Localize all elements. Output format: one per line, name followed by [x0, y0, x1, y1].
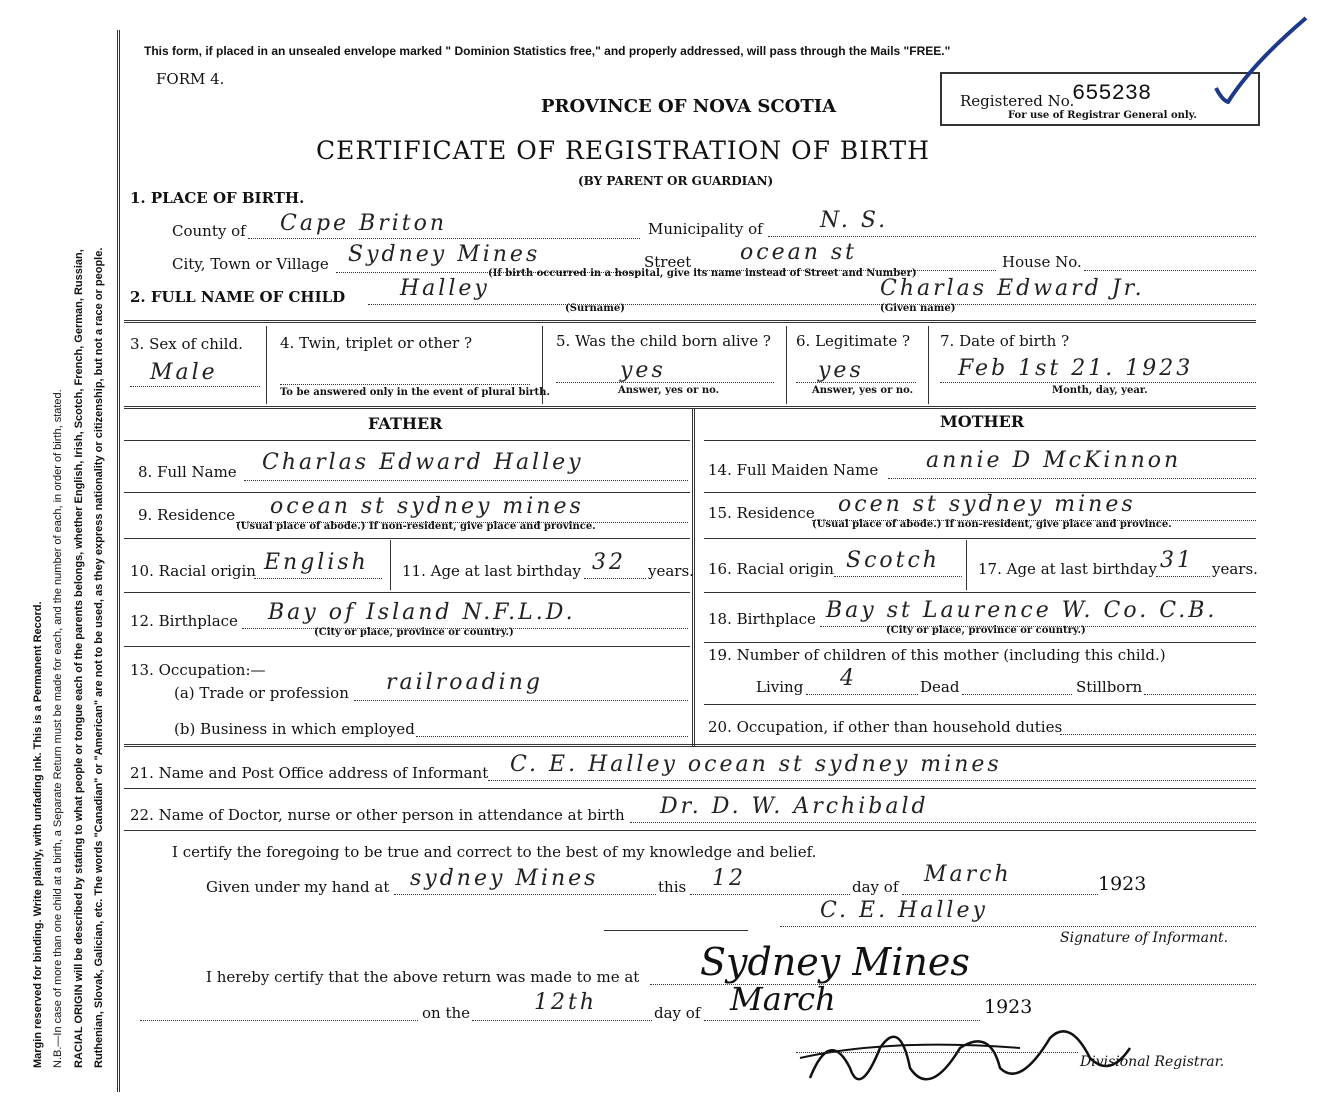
born-alive-label: 5. Was the child born alive ? — [556, 332, 771, 350]
binding-margin-line — [117, 30, 120, 1092]
hospital-note: (If birth occurred in a hospital, give its name instead of Street and Number) — [488, 268, 917, 279]
father-age-value: 32 — [592, 550, 626, 575]
child-given-name: Charlas Edward Jr. — [880, 276, 1145, 301]
municipality-label: Municipality of — [648, 220, 763, 238]
informant-signature: C. E. Halley — [820, 898, 988, 923]
mother-age-value: 31 — [1160, 548, 1194, 573]
this-label: this — [658, 878, 687, 896]
registrar-year-value: 1923 — [984, 996, 1033, 1018]
father-birthplace-label: 12. Birthplace — [130, 612, 238, 630]
informant-label: 21. Name and Post Office address of Informant — [130, 764, 489, 782]
province-heading: PROVINCE OF NOVA SCOTIA — [541, 96, 837, 117]
father-birthplace-note: (City or place, province or country.) — [314, 627, 514, 638]
mother-age-label: 17. Age at last birthday — [978, 560, 1157, 578]
father-name-value: Charlas Edward Halley — [262, 450, 584, 475]
registered-label: Registered No. — [960, 92, 1075, 110]
divisional-registrar-label: Divisional Registrar. — [1080, 1054, 1225, 1070]
children-count-label: 19. Number of children of this mother (including this child.) — [708, 646, 1166, 664]
certificate-title: CERTIFICATE OF REGISTRATION OF BIRTH — [316, 136, 931, 165]
certify-statement: I certify the foregoing to be true and correct to the best of my knowledge and belief. — [172, 843, 817, 861]
registrar-note: For use of Registrar General only. — [1008, 110, 1197, 121]
father-racial-value: English — [264, 550, 369, 575]
legitimate-value: yes — [818, 358, 864, 383]
father-residence-value: ocean st sydney mines — [270, 494, 584, 519]
registrar-statement: I hereby certify that the above return was made to me at — [206, 968, 640, 986]
living-label: Living — [756, 678, 804, 696]
mother-name-value: annie D McKinnon — [926, 448, 1182, 473]
on-the-label: on the — [422, 1004, 471, 1022]
stillborn-label: Stillborn — [1076, 678, 1143, 696]
trade-value: railroading — [386, 670, 543, 695]
born-alive-note: Answer, yes or no. — [618, 385, 720, 396]
mother-birthplace-value: Bay st Laurence W. Co. C.B. — [826, 598, 1218, 623]
house-number-label: House No. — [1002, 253, 1082, 271]
mother-residence-value: ocen st sydney mines — [838, 492, 1136, 517]
mother-occupation-label: 20. Occupation, if other than household duties — [708, 718, 1063, 736]
registrar-day-of-label: day of — [654, 1004, 701, 1022]
signature-informant-label: Signature of Informant. — [1060, 930, 1229, 946]
registrar-day-value: 12th — [534, 990, 598, 1015]
margin-note-multiple-births: N.B.—In case of more than one child at a birth, a Separate Return must be made for each, and the number of each, in order of birth, stated. — [52, 389, 64, 1068]
street-value: ocean st — [740, 240, 857, 265]
father-years-label: years. — [648, 562, 694, 580]
doctor-value: Dr. D. W. Archibald — [660, 794, 929, 819]
mother-residence-label: 15. Residence — [708, 504, 815, 522]
dob-label: 7. Date of birth ? — [940, 332, 1070, 350]
father-residence-label: 9. Residence — [138, 506, 236, 524]
margin-note-binding: Margin reserved for binding. Write plainly, with unfading ink. This is a Permanent Record. — [32, 601, 44, 1068]
given-place-value: sydney Mines — [410, 866, 599, 891]
born-alive-value: yes — [620, 358, 666, 383]
county-label: County of — [172, 222, 246, 240]
mother-racial-label: 16. Racial origin — [708, 560, 834, 578]
mother-heading: MOTHER — [940, 412, 1025, 431]
check-mark-icon — [1212, 14, 1312, 104]
child-name-label: 2. FULL NAME OF CHILD — [130, 288, 346, 306]
father-age-label: 11. Age at last birthday — [402, 562, 581, 580]
month-value: March — [924, 862, 1012, 887]
father-heading: FATHER — [368, 414, 443, 433]
form-number: FORM 4. — [156, 70, 225, 88]
doctor-label: 22. Name of Doctor, nurse or other person in attendance at birth — [130, 806, 625, 824]
mother-birthplace-note: (City or place, province or country.) — [886, 625, 1086, 636]
child-surname: Halley — [400, 276, 490, 301]
dead-label: Dead — [920, 678, 960, 696]
margin-note-racial-origin-2: Ruthenian, Slovak, Galician, etc. The words "Canadian" or "American" are not to be used, as they express nationality or citizenship, but not a race or people. — [93, 247, 105, 1068]
registrar-place-value: Sydney Mines — [700, 940, 970, 984]
informant-value: C. E. Halley ocean st sydney mines — [510, 752, 1002, 777]
legitimate-label: 6. Legitimate ? — [796, 332, 911, 350]
registered-value: 655238 — [1072, 81, 1152, 106]
dob-note: Month, day, year. — [1052, 385, 1148, 396]
sex-label: 3. Sex of child. — [130, 335, 243, 353]
father-residence-note: (Usual place of abode.) If non-resident, give place and province. — [236, 521, 596, 532]
father-racial-label: 10. Racial origin — [130, 562, 256, 580]
county-value: Cape Briton — [280, 211, 448, 236]
city-value: Sydney Mines — [348, 242, 541, 267]
surname-note: (Surname) — [565, 303, 625, 314]
given-name-note: (Given name) — [880, 303, 956, 314]
mother-name-label: 14. Full Maiden Name — [708, 461, 879, 479]
this-day-value: 12 — [712, 866, 746, 891]
mail-notice: This form, if placed in an unsealed envelope marked " Dominion Statistics free," and properly addressed, will pass through the Mails "FREE." — [144, 44, 951, 58]
mother-birthplace-label: 18. Birthplace — [708, 610, 816, 628]
registrar-month-value: March — [730, 980, 836, 1018]
business-label: (b) Business in which employed — [174, 720, 415, 738]
place-heading: 1. PLACE OF BIRTH. — [130, 189, 305, 207]
living-value: 4 — [840, 666, 857, 691]
legitimate-note: Answer, yes or no. — [812, 385, 914, 396]
mother-residence-note: (Usual place of abode.) If non-resident, give place and province. — [812, 519, 1172, 530]
mother-years-label: years. — [1212, 560, 1258, 578]
year-value: 1923 — [1098, 873, 1147, 895]
city-label: City, Town or Village — [172, 255, 329, 273]
twin-note: To be answered only in the event of plural birth. — [280, 387, 550, 398]
certificate-subtitle: (BY PARENT OR GUARDIAN) — [578, 174, 774, 188]
day-of-label: day of — [852, 878, 899, 896]
occupation-label: 13. Occupation:— — [130, 661, 266, 679]
sex-value: Male — [150, 360, 218, 385]
twin-label: 4. Twin, triplet or other ? — [280, 334, 472, 352]
father-birthplace-value: Bay of Island N.F.L.D. — [268, 600, 576, 625]
father-name-label: 8. Full Name — [138, 463, 237, 481]
dob-value: Feb 1st 21. 1923 — [958, 356, 1194, 381]
given-under-label: Given under my hand at — [206, 878, 390, 896]
mother-racial-value: Scotch — [846, 548, 940, 573]
margin-note-racial-origin: RACIAL ORIGIN will be described by stating to what people or tongue each of the parents belongs, whether English, Irish, Scotch, French, German, Russian, — [73, 249, 85, 1068]
street-label: Street — [644, 253, 692, 271]
trade-label: (a) Trade or profession — [174, 684, 349, 702]
municipality-value: N. S. — [820, 208, 889, 233]
